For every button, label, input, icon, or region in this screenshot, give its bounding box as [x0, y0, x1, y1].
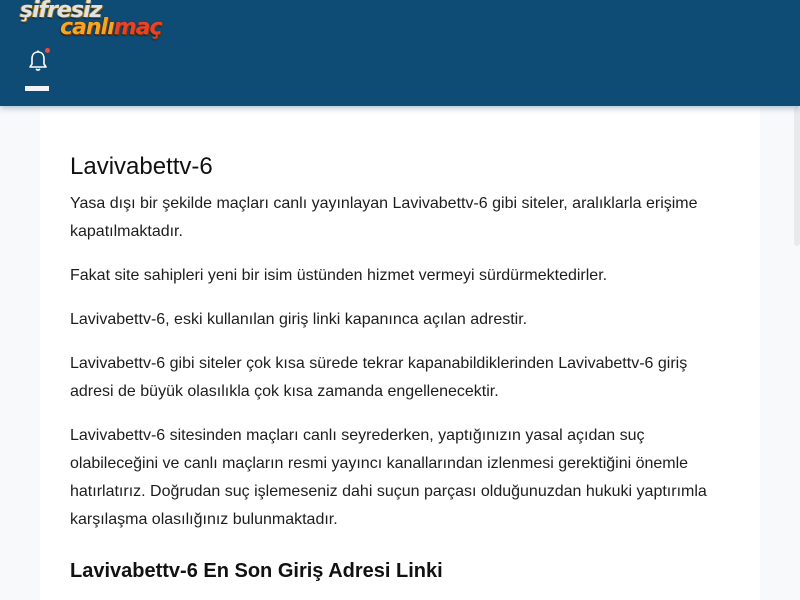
- logo-line-1: şifresiz: [20, 0, 102, 23]
- bell-icon: [28, 50, 48, 72]
- section-heading: Lavivabettv-6 En Son Giriş Adresi Linki: [70, 560, 443, 582]
- logo-line-2-main: canlı: [60, 15, 114, 40]
- logo-line-2-accent: maç: [113, 15, 162, 40]
- notification-button[interactable]: [28, 48, 50, 72]
- menu-button[interactable]: [25, 86, 49, 91]
- article-paragraph: Lavivabettv-6 gibi siteler çok kısa sürede tekrar kapanabildiklerinden Lavivabettv-6 giriş adresi de büyük olasılıkla çok kısa zamanda engellenecektir.: [70, 355, 688, 400]
- article-paragraph: Yasa dışı bir şekilde maçları canlı yayınlayan Lavivabettv-6 gibi siteler, aralıklarla erişime kapatılmaktadır.: [70, 195, 698, 240]
- site-logo[interactable]: [20, 0, 166, 42]
- logo-line-2: [60, 17, 161, 39]
- article-paragraph: Fakat site sahipleri yeni bir isim üstünden hizmet vermeyi sürdürmektedirler.: [70, 267, 608, 284]
- article-paragraph: Lavivabettv-6 sitesinden maçları canlı seyrederken, yaptığınızın yasal açıdan suç olabileceğini ve canlı maçların resmi yayıncı kanallarından izlenmesi gerektiğini önemle hatırlatırız. Doğrudan suç işlemeseniz dahi suçun parçası olduğunuzdan hukuki yaptırımla karşılaşma olasılığınız bulunmaktadır.: [70, 427, 707, 528]
- site-header: [0, 0, 800, 106]
- page-scrollbar[interactable]: [794, 106, 800, 246]
- article-title: Lavivabettv-6: [70, 153, 213, 180]
- article-card: [40, 106, 760, 600]
- notification-badge: [45, 48, 50, 53]
- article-paragraph: Lavivabettv-6, eski kullanılan giriş linki kapanınca açılan adrestir.: [70, 311, 528, 328]
